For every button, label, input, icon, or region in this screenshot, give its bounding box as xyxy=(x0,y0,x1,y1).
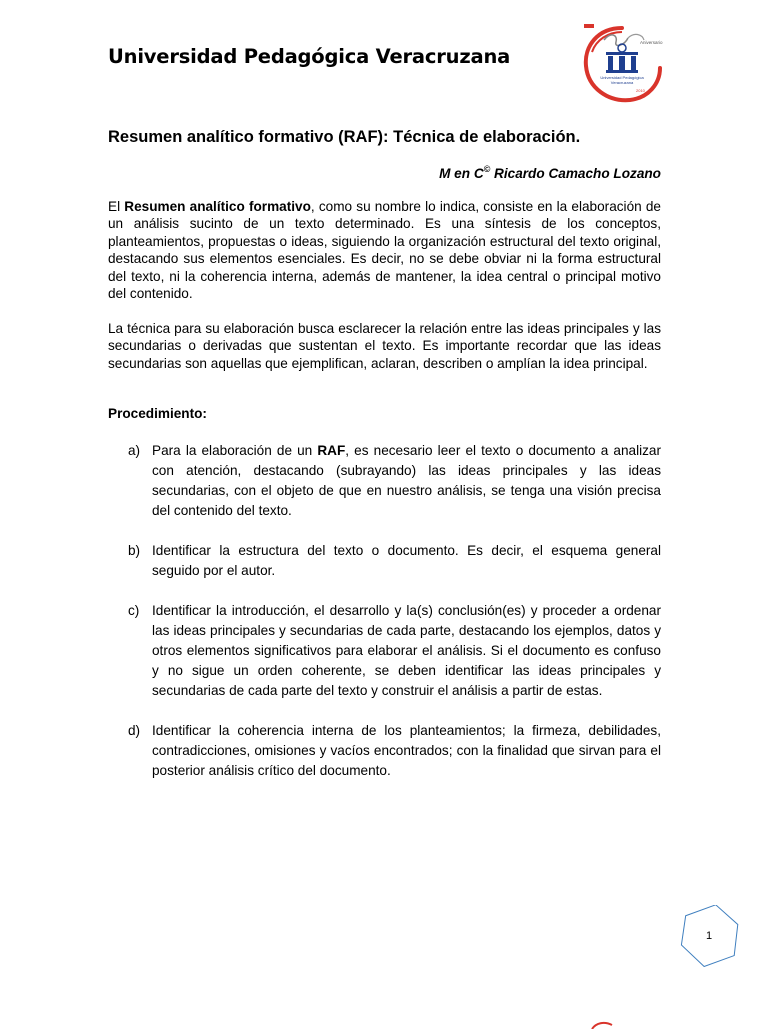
list-item xyxy=(108,441,661,521)
technique-paragraph: La técnica para su elaboración busca esclarecer la relación entre las ideas principales y las secundarias o derivadas que sustentan el texto. Es importante recordar que las ideas secundarias son aquellas que ejemplifican, aclaran, describen o amplían la idea principal. xyxy=(108,321,661,371)
list-item xyxy=(108,601,661,701)
author-line xyxy=(439,164,661,181)
list-item-text-post: , es necesario leer el texto o documento a analizar con atención, destacando (subrayando) las ideas principales y las ideas secundarias, con el objeto de que en nuestro análisis, se tenga una visión precisa del contenido del texto. xyxy=(152,443,661,518)
list-item-text xyxy=(152,541,661,581)
intro-bold-term: Resumen analítico formativo xyxy=(124,199,311,214)
logo-text-univ: Universidad Pedagógica xyxy=(600,75,644,80)
author-superscript: © xyxy=(483,164,491,174)
list-item xyxy=(108,721,661,781)
list-item-letter: a) xyxy=(128,443,141,458)
list-item-text-pre: Identificar la coherencia interna de los planteamientos; la firmeza, debilidades, contradicciones, omisiones y vacíos encontrados; con la finalidad que sirvan para el posterior análisis crítico del documento. xyxy=(152,723,661,778)
list-item-text xyxy=(152,441,661,521)
list-item-text-bold: RAF xyxy=(317,443,346,458)
intro-paragraph xyxy=(108,198,661,302)
procedure-heading: Procedimiento: xyxy=(108,406,207,421)
logo-text-veracruzana: Veracruzana xyxy=(610,80,634,85)
list-item-letter: c) xyxy=(128,603,140,618)
university-logo xyxy=(578,22,666,106)
footer-logo-fragment xyxy=(590,1016,620,1024)
list-item-text xyxy=(152,721,661,781)
list-item xyxy=(108,541,661,581)
list-item-text-pre: Para la elaboración de un xyxy=(152,443,318,458)
logo-text-aniversario: Aniversario xyxy=(640,40,663,45)
list-item-letter: d) xyxy=(128,723,141,738)
page-number: 1 xyxy=(705,930,713,942)
procedure-list xyxy=(108,441,661,801)
university-name: Universidad Pedagógica Veracruzana xyxy=(108,45,511,68)
list-item-letter: b) xyxy=(128,543,141,558)
document-title: Resumen analítico formativo (RAF): Técnica de elaboración. xyxy=(108,128,581,146)
author-prefix: M en C xyxy=(439,166,484,181)
logo-text-year: 2010 xyxy=(636,88,645,93)
intro-rest: , como su nombre lo indica, consiste en la elaboración de un análisis sucinto de un texto determinado. Es una síntesis de los conceptos, planteamientos, propuestas o ideas, siguiendo la organización estructural del texto original, destacando sus elementos esenciales. Es decir, no se debe obviar ni la forma estructural del texto, ni la coherencia interna, además de mantener, la idea central o principal motivo del contenido. xyxy=(108,199,661,302)
list-item-text-pre: Identificar la introducción, el desarrollo y la(s) conclusión(es) y proceder a ordenar las ideas principales y secundarias de cada parte, destacando los ejemplos, datos y otros elementos significativos para elaborar el análisis. Si el documento es confuso y no sigue un orden coherente, se deben identificar las ideas principales y secundarias de cada parte del texto y construir el análisis a partir de estas. xyxy=(152,603,661,698)
author-name: Ricardo Camacho Lozano xyxy=(490,166,661,181)
list-item-text-pre: Identificar la estructura del texto o documento. Es decir, el esquema general seguido por el autor. xyxy=(152,543,661,578)
list-item-text xyxy=(152,601,661,701)
intro-lead: El xyxy=(108,199,125,214)
